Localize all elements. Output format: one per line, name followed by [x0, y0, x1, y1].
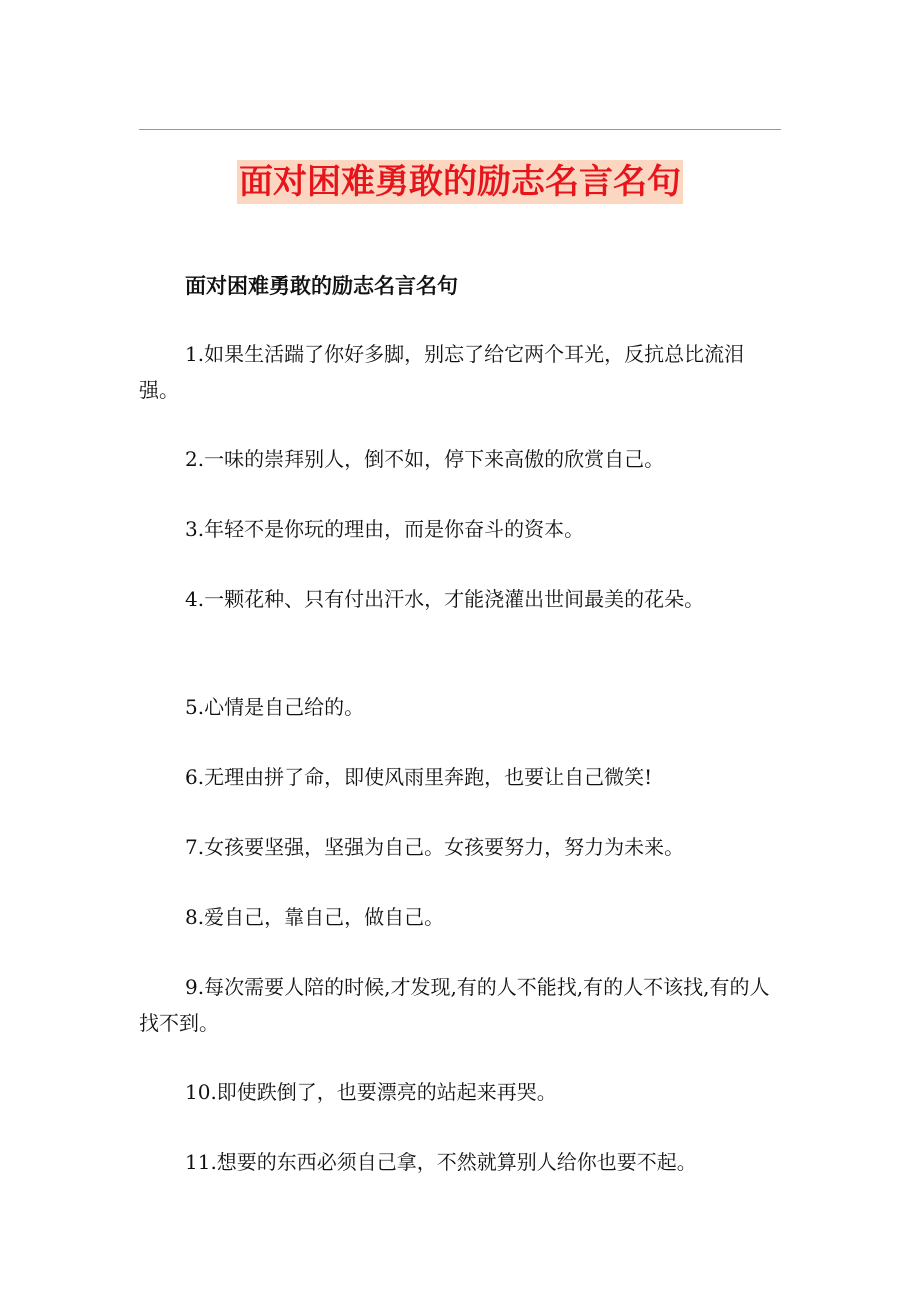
quote-item-7: 7.女孩要坚强，坚强为自己。女孩要努力，努力为未来。 [185, 835, 685, 859]
quote-item-6: 6.无理由拼了命，即使风雨里奔跑，也要让自己微笑! [185, 765, 653, 789]
title-container [0, 160, 920, 204]
quote-item-10: 10.即使跌倒了，也要漂亮的站起来再哭。 [185, 1080, 557, 1104]
quote-item-1: 1.如果生活踹了你好多脚，别忘了给它两个耳光，反抗总比流泪强。 [139, 342, 745, 402]
quote-item-4: 4.一颗花种、只有付出汗水，才能浇灌出世间最美的花朵。 [185, 587, 705, 611]
quote-item-9: 9.每次需要人陪的时候,才发现,有的人不能找,有的人不该找,有的人找不到。 [139, 975, 770, 1035]
quote-item-8: 8.爱自己，靠自己，做自己。 [185, 905, 445, 929]
document-body [139, 268, 781, 1214]
quote-item-3: 3.年轻不是你玩的理由，而是你奋斗的资本。 [185, 517, 585, 541]
quote-item-5: 5.心情是自己给的。 [185, 695, 365, 719]
document-title: 面对困难勇敢的励志名言名句 [239, 162, 681, 202]
quote-item-2: 2.一味的崇拜别人，倒不如，停下来高傲的欣赏自己。 [185, 447, 665, 471]
section-heading: 面对困难勇敢的励志名言名句 [185, 274, 458, 298]
header-rule [139, 129, 781, 130]
quote-item-11: 11.想要的东西必须自己拿，不然就算别人给你也要不起。 [185, 1150, 697, 1174]
